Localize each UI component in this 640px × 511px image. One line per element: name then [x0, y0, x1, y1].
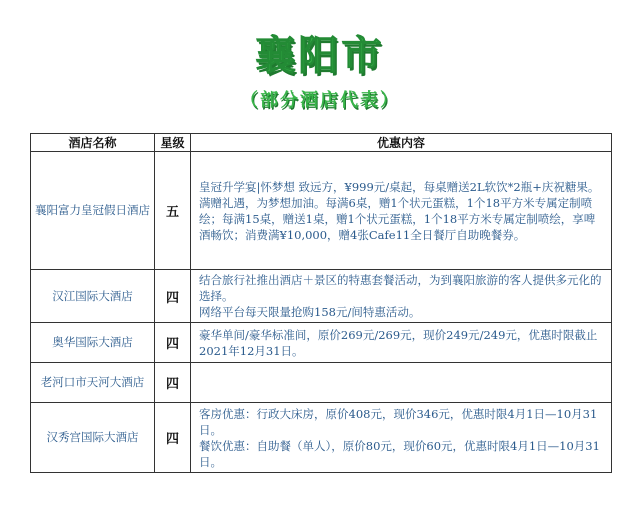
- table-row: [31, 323, 612, 363]
- star-rating: 五: [155, 152, 191, 270]
- table-row: [31, 270, 612, 323]
- hotel-name: 老河口市天河大酒店: [31, 363, 155, 403]
- star-rating: 四: [155, 403, 191, 473]
- offer-content: [191, 403, 612, 473]
- offer-line: 豪华单间/豪华标准间，原价269元/269元，现价249元/249元，优惠时限截止2021年12月31日。: [199, 327, 598, 358]
- offer-line: 客房优惠：行政大床房，原价408元，现价346元，优惠时限4月1日—10月31日。: [199, 406, 598, 437]
- star-rating: 四: [155, 323, 191, 363]
- offer-content: [191, 270, 612, 323]
- page-subtitle: （部分酒店代表）: [240, 90, 400, 111]
- hotel-name: 汉秀宫国际大酒店: [31, 403, 155, 473]
- offer-content: [191, 363, 612, 403]
- page-title: 襄阳市: [255, 33, 385, 79]
- hotel-offers-table: [30, 133, 612, 473]
- offer-line: 结合旅行社推出酒店＋景区的特惠套餐活动，为到襄阳旅游的客人提供多元化的选择。: [199, 273, 602, 303]
- star-rating: 四: [155, 363, 191, 403]
- header-star-rating: 星级: [155, 134, 191, 152]
- hotel-name: 奥华国际大酒店: [31, 323, 155, 363]
- table-header-row: [31, 134, 612, 152]
- star-rating: 四: [155, 270, 191, 323]
- table-row: [31, 363, 612, 403]
- offer-line: 满赠礼遇，为梦想加油。每满6桌，赠1个状元蛋糕，1个18平方米专属定制喷绘；每满15桌，赠送1桌，赠1个状元蛋糕，1个18平方米专属定制喷绘，享啤酒畅饮；消费满¥10,000，赠4张Cafe11全日餐厅自助晚餐券。: [199, 195, 596, 242]
- table-row: [31, 403, 612, 473]
- offer-line: 餐饮优惠：自助餐（单人），原价80元，现价60元，优惠时限4月1日—10月31日。: [199, 438, 600, 469]
- hotel-name: 襄阳富力皇冠假日酒店: [31, 152, 155, 270]
- offer-line: 皇冠升学宴|怀梦想 致远方，¥999元/桌起，每桌赠送2L软饮*2瓶+庆祝糖果。: [199, 179, 600, 194]
- offer-line: 网络平台每天限量抢购158元/间特惠活动。: [199, 305, 421, 319]
- header-hotel-name: 酒店名称: [31, 134, 155, 152]
- offer-content: [191, 152, 612, 270]
- header-offer-content: 优惠内容: [191, 134, 612, 152]
- hotel-name: 汉江国际大酒店: [31, 270, 155, 323]
- table-row: [31, 152, 612, 270]
- offer-content: [191, 323, 612, 363]
